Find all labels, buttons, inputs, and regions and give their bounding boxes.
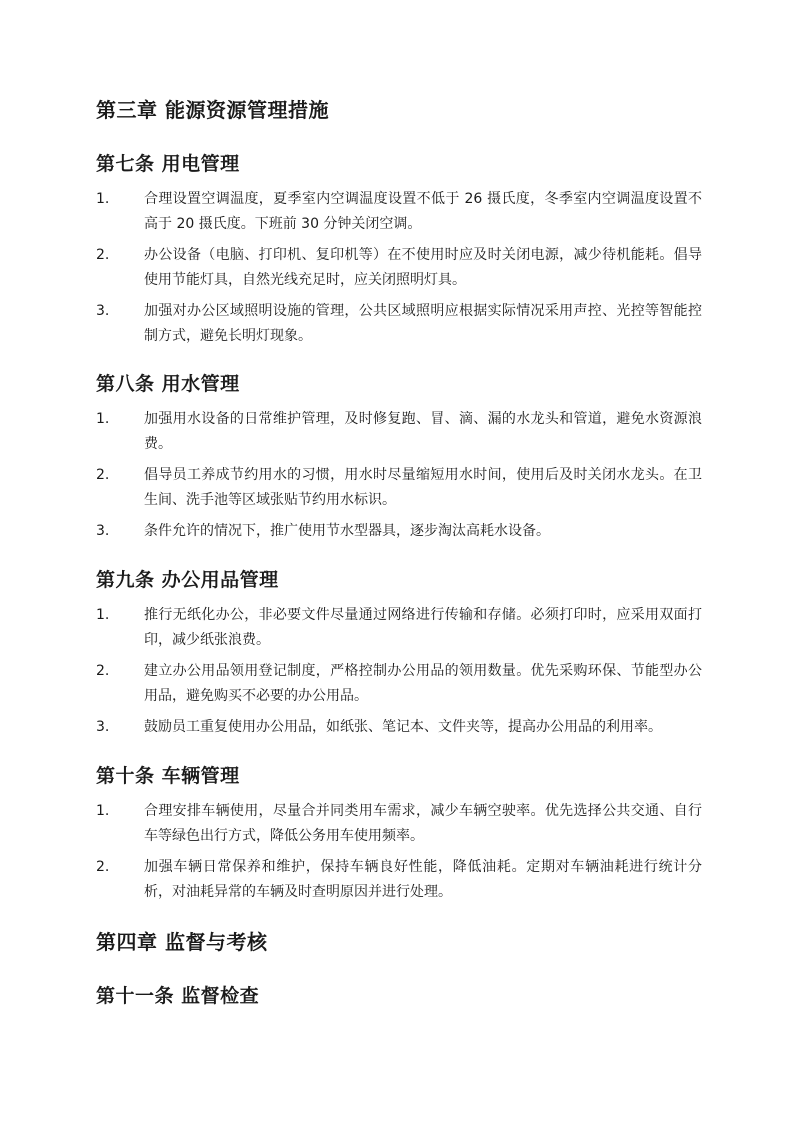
list-item-number: 1. — [96, 411, 110, 427]
list-item — [96, 659, 702, 708]
list-item-text: 建立办公用品领用登记制度，严格控制办公用品的领用数量。优先采购环保、节能型办公用品，避免购买不必要的办公用品。 — [144, 663, 702, 704]
list-item-number: 3. — [96, 303, 110, 319]
list-item-text: 办公设备（电脑、打印机、复印机等）在不使用时应及时关闭电源，减少待机能耗。倡导使用节能灯具，自然光线充足时，应关闭照明灯具。 — [144, 247, 702, 288]
list-item-text: 加强车辆日常保养和维护，保持车辆良好性能，降低油耗。定期对车辆油耗进行统计分析，对油耗异常的车辆及时查明原因并进行处理。 — [144, 859, 702, 900]
list-item — [96, 187, 702, 236]
list-item — [96, 799, 702, 848]
article-10-title: 第十条 车辆管理 — [96, 765, 240, 787]
article-9-list — [96, 603, 702, 740]
list-item-number: 2. — [96, 247, 110, 263]
list-item-text: 鼓励员工重复使用办公用品，如纸张、笔记本、文件夹等，提高办公用品的利用率。 — [144, 719, 662, 735]
article-11-title: 第十一条 监督检查 — [96, 985, 260, 1007]
list-item — [96, 519, 702, 544]
chapter-3-title: 第三章 能源资源管理措施 — [96, 98, 329, 122]
article-10-list — [96, 799, 702, 904]
list-item-text: 倡导员工养成节约用水的习惯，用水时尽量缩短用水时间，使用后及时关闭水龙头。在卫生间、洗手池等区域张贴节约用水标识。 — [144, 467, 702, 508]
list-item-number: 2. — [96, 859, 110, 875]
list-item — [96, 715, 702, 740]
list-item-number: 1. — [96, 191, 110, 207]
list-item-text: 合理设置空调温度，夏季室内空调温度设置不低于 26 摄氏度，冬季室内空调温度设置不高于 20 摄氏度。下班前 30 分钟关闭空调。 — [144, 191, 702, 232]
list-item-number: 1. — [96, 803, 110, 819]
list-item — [96, 299, 702, 348]
list-item-text: 加强用水设备的日常维护管理，及时修复跑、冒、滴、漏的水龙头和管道，避免水资源浪费。 — [144, 411, 702, 452]
list-item — [96, 603, 702, 652]
article-7-list — [96, 187, 702, 348]
list-item-number: 3. — [96, 523, 110, 539]
article-9-title: 第九条 办公用品管理 — [96, 569, 279, 591]
article-8-title: 第八条 用水管理 — [96, 373, 240, 395]
list-item-text: 推行无纸化办公，非必要文件尽量通过网络进行传输和存储。必须打印时，应采用双面打印，减少纸张浪费。 — [144, 607, 702, 648]
list-item-number: 3. — [96, 719, 110, 735]
list-item — [96, 855, 702, 904]
list-item-text: 条件允许的情况下，推广使用节水型器具，逐步淘汰高耗水设备。 — [144, 523, 550, 539]
article-7-title: 第七条 用电管理 — [96, 153, 240, 175]
list-item-number: 1. — [96, 607, 110, 623]
list-item — [96, 407, 702, 456]
list-item — [96, 243, 702, 292]
list-item-number: 2. — [96, 467, 110, 483]
list-item-number: 2. — [96, 663, 110, 679]
list-item — [96, 463, 702, 512]
article-8-list — [96, 407, 702, 544]
list-item-text: 加强对办公区域照明设施的管理，公共区域照明应根据实际情况采用声控、光控等智能控制方式，避免长明灯现象。 — [144, 303, 702, 344]
list-item-text: 合理安排车辆使用，尽量合并同类用车需求，减少车辆空驶率。优先选择公共交通、自行车等绿色出行方式，降低公务用车使用频率。 — [144, 803, 702, 844]
chapter-4-title: 第四章 监督与考核 — [96, 930, 268, 954]
